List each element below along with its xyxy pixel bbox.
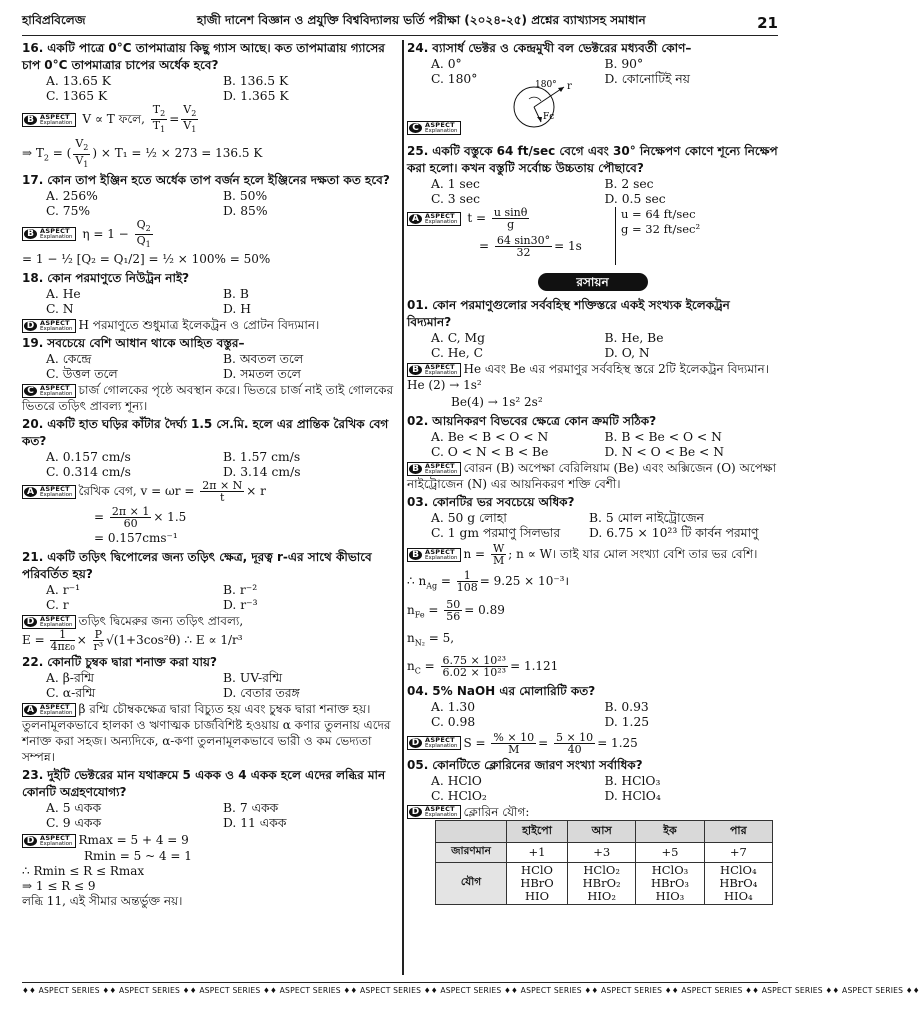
chem-question-01 — [407, 297, 778, 411]
badge-bottom: Explanation — [40, 491, 73, 498]
exp-c: $n_C$ = $\frac{\text{6.75 × 10²³}}{\text{6.02 × 10²³}}$ = 1.121 — [407, 654, 559, 680]
exp-fe-value: = 0.89 — [464, 603, 505, 618]
exp-text: বোরন (B) অপেক্ষা বেরিলিয়াম (Be) এবং অক্সিজেন (O) অপেক্ষা নাইট্রোজেন (N) এর আয়নিকরণ শক্তি বেশী। — [407, 461, 777, 491]
exp-line-1: Rmax = 5 + 4 = 9 — [78, 833, 189, 848]
question-text: একটি তড়িৎ দ্বিপোলের জন্য তড়িৎ ক্ষেত্র, দূরত্ব r-এর সাথে কীভাবে পরিবর্তিত হয়? — [22, 550, 372, 582]
badge-top: ASPECT — [425, 736, 455, 745]
table-cell: +3 — [568, 842, 636, 862]
option-a: A. β-রশ্মি — [46, 671, 94, 686]
given-u: u = 64 ft/sec — [621, 207, 696, 221]
option-b: B. r⁻² — [223, 583, 258, 598]
question-number: 02. — [407, 414, 429, 428]
angle-label: 180° — [535, 80, 557, 90]
question-number: 17. — [22, 172, 44, 187]
option-d: D. 1.25 — [604, 714, 650, 729]
badge-bottom: Explanation — [40, 325, 73, 332]
option-a: A. 0.157 cm/s — [46, 450, 131, 465]
question-text: একটি পাত্রে 0°C তাপমাত্রায় কিছু গ্যাস আছে। কত তাপমাত্রায় গ্যাসের চাপ 0°C তাপমাত্রার চাপের অর্ধেক হবে? — [22, 41, 385, 72]
badge-top: ASPECT — [425, 120, 455, 129]
option-a: A. 13.65 K — [46, 74, 111, 88]
option-a: A. 1 sec — [431, 177, 480, 191]
exp-text: রৈখিক বেগ, v = ωr = — [78, 484, 195, 499]
question-text: কোন পরমাণুগুলোর সর্ববহিস্থ শক্তিস্তরে একই সংখ্যক ইলেকট্রন বিদ্যমান? — [407, 298, 730, 329]
answer-letter: A — [409, 214, 422, 224]
page-number: 21 — [757, 14, 778, 32]
question-24 — [407, 40, 778, 141]
options — [407, 700, 778, 730]
option-a: A. He — [46, 287, 81, 302]
badge-bottom: Explanation — [40, 709, 73, 716]
question-number: 20. — [22, 417, 44, 432]
question-number: 16. — [22, 41, 44, 55]
question-number: 01. — [407, 298, 429, 312]
circular-motion-diagram — [479, 79, 589, 129]
table-row — [436, 862, 773, 904]
option-d: D. বেতার তরঙ্গ — [223, 686, 300, 701]
explanation — [22, 317, 400, 333]
option-d: D. 11 একক — [223, 816, 287, 831]
options — [407, 430, 778, 460]
exp-line-2: Rmin = 5 ~ 4 = 1 — [84, 849, 192, 864]
oxidation-table — [435, 820, 773, 905]
option-a: A. Be < B < O < N — [431, 430, 549, 444]
option-b: B. 136.5 K — [223, 74, 289, 88]
option-b: B. অবতল তলে — [223, 352, 303, 367]
explanation — [407, 460, 778, 492]
answer-letter: B — [409, 464, 422, 474]
badge-top: ASPECT — [40, 484, 70, 493]
answer-letter: D — [24, 321, 37, 331]
question-25 — [407, 143, 778, 269]
badge-bottom: Explanation — [425, 127, 458, 134]
option-c: C. r — [46, 598, 69, 613]
badge-top: ASPECT — [40, 112, 70, 121]
table-cell: HClO₄ HBrO₄ HIO₄ — [704, 862, 772, 904]
badge-top: ASPECT — [40, 227, 70, 236]
option-d: D. 6.75 × 10²³ টি কার্বন পরমাণু — [589, 526, 759, 540]
exp-n2: $n_{N_2} = 5$, — [407, 630, 455, 648]
aspect-badge — [407, 363, 461, 377]
options — [407, 57, 778, 87]
aspect-badge — [407, 805, 461, 819]
exp-c-value: = 1.121 — [510, 659, 559, 674]
aspect-badge — [407, 736, 461, 750]
page-footer: ♦♦ ASPECT SERIES ♦♦ ASPECT SERIES ♦♦ ASPECT SERIES ♦♦ ASPECT SERIES ♦♦ ASPECT SERIES ♦♦ ASPECT SERIES ♦♦ ASPECT SERIES ♦♦ ASPECT SERIES ♦♦ ASPECT SERIES ♦♦ ASPECT SERIES ♦♦ ASPECT SERIES ♦♦ — [22, 982, 778, 995]
badge-bottom: Explanation — [40, 390, 73, 397]
question-number: 04. — [407, 683, 429, 698]
option-c: C. 1365 K — [46, 89, 108, 103]
question-text: 5% NaOH এর মোলারিটি কত? — [432, 683, 596, 698]
table-cell: +5 — [636, 842, 704, 862]
column-divider — [402, 40, 404, 975]
question-16 — [22, 40, 400, 170]
badge-top: ASPECT — [425, 805, 455, 814]
question-text: কোনটিতে ক্লোরিনের জারণ সংখ্যা সর্বাধিক? — [432, 757, 643, 772]
option-a: A. 0° — [431, 57, 462, 71]
option-c: C. 1 gm পরমাণু সিলভার — [431, 526, 561, 540]
radius-label: r — [567, 81, 572, 92]
option-c: C. α-রশ্মি — [46, 686, 96, 701]
exp-line-4: ⇒ 1 ≤ R ≤ 9 — [22, 879, 96, 894]
question-number: 21. — [22, 550, 44, 565]
chem-question-03 — [407, 494, 778, 681]
badge-top: ASPECT — [40, 702, 70, 711]
question-18 — [22, 270, 400, 333]
exp-text: η = 1 − — [82, 226, 129, 241]
chemistry-section-title: রসায়ন — [538, 273, 648, 291]
aspect-badge — [407, 212, 461, 226]
exp-line-5: লব্ধি 11, এই সীমার অন্তর্ভুক্ত নয়। — [22, 894, 183, 909]
table-row — [436, 842, 773, 862]
option-a: A. r⁻¹ — [46, 583, 80, 598]
badge-top: ASPECT — [425, 461, 455, 470]
question-number: 03. — [407, 495, 429, 509]
badge-top: ASPECT — [40, 833, 70, 842]
answer-letter: B — [24, 229, 37, 239]
badge-top: ASPECT — [425, 547, 455, 556]
option-d: D. r⁻³ — [223, 598, 258, 613]
explanation: A ASPECT Explanation রৈখিক বেগ, v = ωr = $\frac{2\pi \times N}{t}$ × r — [22, 480, 400, 503]
aspect-badge — [22, 703, 76, 717]
options — [22, 189, 400, 219]
options — [22, 74, 400, 104]
explanation: B ASPECT Explanation V ∝ T ফলে, $\frac{T_2}{T_1}$ = $\frac{V_2}{V_1}$ — [22, 104, 400, 135]
option-c: C. O < N < B < Be — [431, 445, 549, 459]
table-header-row — [436, 820, 773, 842]
question-number: 25. — [407, 144, 429, 158]
answer-letter: D — [24, 617, 37, 627]
option-d: D. H — [223, 302, 251, 317]
option-a: A. 50 g লোহা — [431, 511, 507, 525]
explanation: D ASPECT Explanation S = $\frac{\% \times 10}{M}$ = $\frac{5 \times 10}{40}$ = 1.25 — [407, 732, 778, 755]
answer-letter: B — [24, 115, 37, 125]
table-header: পার — [704, 820, 772, 842]
exp-text: H পরমাণুতে শুধুমাত্র ইলেকট্রন ও প্রোটন বিদ্যমান। — [78, 318, 320, 333]
question-text: ব্যাসার্ধ ভেক্টর ও কেন্দ্রমুখী বল ভেক্টরের মধ্যবর্তী কোণ– — [432, 41, 692, 55]
option-b: B. 1.57 cm/s — [223, 450, 301, 465]
option-b: B. B — [223, 287, 249, 302]
explanation-result: = 0.157cms⁻¹ — [94, 531, 178, 546]
table-header: আস — [568, 820, 636, 842]
header-brand: হাবিপ্রবিলেজ — [22, 13, 86, 27]
row-label: জারণমান — [436, 842, 507, 862]
options — [22, 450, 400, 480]
badge-bottom: Explanation — [425, 554, 458, 561]
table-header: ইক — [636, 820, 704, 842]
badge-top: ASPECT — [40, 383, 70, 392]
badge-bottom: Explanation — [425, 369, 458, 376]
question-21 — [22, 549, 400, 652]
exp-result: × T₁ = ½ × 273 = 136.5 K — [100, 146, 263, 161]
option-a: A. 256% — [46, 188, 98, 203]
option-b: B. 90° — [604, 57, 644, 71]
aspect-badge — [22, 227, 76, 241]
row-label: যৌগ — [436, 862, 507, 904]
exp-result: = 1s — [554, 239, 582, 253]
explanation — [22, 382, 400, 414]
badge-top: ASPECT — [40, 614, 70, 623]
explanation — [407, 80, 778, 141]
force-label: Fc — [543, 112, 555, 122]
badge-top: ASPECT — [425, 362, 455, 371]
option-b: B. 5 মোল নাইট্রোজেন — [589, 511, 704, 525]
option-b: B. B < Be < O < N — [604, 430, 722, 444]
aspect-badge — [22, 485, 76, 499]
option-d: D. HClO₄ — [604, 788, 661, 803]
table-header — [436, 820, 507, 842]
left-column — [22, 40, 400, 911]
question-number: 22. — [22, 655, 44, 670]
question-text: একটি বস্তুকে 64 ft/sec বেগে এবং 30° নিক্ষেপণ কোণে শূন্যে নিক্ষেপ করা হলো। কখন বস্তুটি সর্বোচ্চ উচ্চতায় পৌছাবে? — [407, 144, 778, 175]
options — [407, 511, 778, 541]
exp-text: β রশ্মি চৌম্বকক্ষেত্র দ্বারা বিচ্যুত হয় এবং চুম্বক দ্বারা শনাক্ত হয়। তুলনামূলকভাবে হালকা ও ঋণাত্মক চার্জবিশিষ্ট হওয়ায় α কণার তুলনায় এদের শনাক্ত করা সহজ। অন্যদিকে, α-কণা তুলনামূলকভাবে ভারী ও কম ভেদ্যতা সম্পন্ন। — [22, 702, 391, 765]
badge-bottom: Explanation — [40, 119, 73, 126]
aspect-badge — [407, 462, 461, 476]
question-number: 05. — [407, 757, 429, 772]
exp-formula: √(1+3cos²θ) ∴ E ∝ 1/r³ — [106, 633, 243, 648]
answer-letter: B — [409, 550, 422, 560]
question-23 — [22, 767, 400, 909]
given-g: g = 32 ft/sec² — [621, 222, 701, 236]
right-column — [407, 40, 778, 907]
question-19 — [22, 335, 400, 414]
table-cell: HClO₃ HBrO₃ HIO₃ — [636, 862, 704, 904]
options — [407, 331, 778, 361]
options — [407, 177, 778, 207]
answer-letter: C — [24, 386, 37, 396]
exp-text: ক্লোরিন যৌগ: — [463, 804, 530, 819]
options — [22, 583, 400, 613]
explanation — [22, 613, 400, 629]
badge-bottom: Explanation — [425, 218, 458, 225]
option-a: A. C, Mg — [431, 331, 485, 345]
options — [407, 774, 778, 804]
aspect-badge — [22, 615, 76, 629]
option-c: C. 0.314 cm/s — [46, 465, 131, 480]
option-d: D. 3.14 cm/s — [223, 465, 301, 480]
explanation: B ASPECT Explanation η = 1 − $\frac{Q_2}{Q_1}$ — [22, 219, 400, 250]
exp-text: তড়িৎ দ্বিমেরুর জন্য তড়িৎ প্রাবল্য, — [78, 614, 244, 629]
option-a: A. 1.30 — [431, 699, 476, 714]
chem-question-04 — [407, 683, 778, 755]
option-a: A. 5 একক — [46, 801, 101, 816]
exp-step: × 1.5 — [153, 510, 187, 525]
explanation: B ASPECT Explanation n = $\frac{W}{M}$ ; n ∝ W। তাই যার মোল সংখ্যা বেশি তার ভর বেশি। — [407, 543, 778, 566]
badge-bottom: Explanation — [40, 840, 73, 847]
answer-letter: A — [24, 487, 37, 497]
question-text: কোন পরমাণুতে নিউট্রন নাই? — [47, 271, 190, 286]
table-cell: +7 — [704, 842, 772, 862]
option-c: C. 75% — [46, 203, 91, 218]
given-values — [615, 207, 700, 265]
answer-letter: D — [409, 807, 422, 817]
option-d: D. 0.5 sec — [604, 192, 666, 206]
options — [22, 671, 400, 701]
option-b: B. HClO₃ — [604, 773, 661, 788]
header-title: হাজী দানেশ বিজ্ঞান ও প্রযুক্তি বিশ্ববিদ্যালয় ভর্তি পরীক্ষা (২০২৪-২৫) প্রশ্নের ব্যাখ্যাসহ সমাধান — [196, 13, 646, 27]
aspect-badge — [22, 834, 76, 848]
exp-fe: $n_{Fe}$ = $\frac{50}{56}$ = 0.89 — [407, 598, 505, 624]
exp-text: চার্জ গোলকের পৃষ্ঠে অবস্থান করে। ভিতরে চার্জ নাই তাই গোলকের ভিতরে তড়িৎ প্রাবল্য শূন্য। — [22, 383, 394, 414]
question-text: দুইটি ভেক্টরের মান যথাক্রমে 5 একক ও 4 একক হলে এদের লব্ধির মান কোনটি অগ্রহণযোগ্য? — [22, 768, 386, 800]
explanation-step: = $\frac{2\pi \times 1}{60}$ × 1.5 — [94, 505, 187, 531]
explanation-step: = 1 − ½ [Q₂ = Q₁/2] = ½ × 100% = 50% — [22, 252, 271, 267]
option-c: C. 9 একক — [46, 816, 102, 831]
answer-letter: B — [409, 365, 422, 375]
exp-config: Be(4) → 1s² 2s² — [451, 395, 543, 409]
aspect-badge — [22, 113, 76, 127]
exp-n2-value: = 5, — [428, 630, 455, 645]
exp-text: t = — [467, 211, 487, 225]
exp-ag-value: = 9.25 × 10⁻³। — [479, 574, 570, 588]
option-b: B. UV-রশ্মি — [223, 671, 282, 686]
option-a: A. কেন্দ্রে — [46, 352, 92, 367]
exp-text: He এবং Be এর পরমাণুর সর্ববহিস্থ স্তরে 2টি ইলেকট্রন বিদ্যমান। He (2) → 1s² — [407, 362, 769, 392]
answer-letter: D — [24, 836, 37, 846]
chem-question-02 — [407, 413, 778, 492]
answer-letter: C — [409, 123, 422, 133]
option-c: C. 180° — [431, 72, 478, 86]
exp-line-3: ∴ Rmin ≤ R ≤ Rmax — [22, 864, 145, 879]
badge-bottom: Explanation — [425, 468, 458, 475]
table-cell: HClO HBrO HIO — [507, 862, 568, 904]
option-d: D. 1.365 K — [223, 89, 289, 103]
page-body — [22, 40, 778, 975]
options — [22, 287, 400, 317]
table-cell: +1 — [507, 842, 568, 862]
aspect-badge — [407, 548, 461, 562]
option-d: D. N < O < Be < N — [604, 445, 725, 459]
option-c: C. HClO₂ — [431, 788, 487, 803]
options — [22, 352, 400, 382]
explanation: A ASPECT Explanation t = $\frac{\text{u sinθ}}{g}$ = $\frac{64 \sin 30^\circ}{32}$ = 1s u = 64 ft/sec g = 32 ft/sec² — [407, 207, 778, 269]
question-number: 23. — [22, 768, 44, 783]
question-text: কোনটি চুম্বক দ্বারা শনাক্ত করা যায়? — [47, 655, 217, 670]
question-number: 24. — [407, 41, 429, 55]
option-c: C. N — [46, 302, 74, 317]
option-d: D. 85% — [223, 203, 268, 218]
question-text: আয়নিকরণ বিভবের ক্ষেত্রে কোন ক্রমটি সঠিক? — [432, 414, 657, 428]
question-number: 18. — [22, 271, 44, 286]
explanation-formula: E = $\frac{1}{\text{4πε₀}}$ × $\frac{P}{\text{r³}}$ √(1+3cos²θ) ∴ E ∝ 1/r³ — [22, 628, 243, 654]
question-text: একটি হাত ঘড়ির কাঁটার দৈর্ঘ্য 1.5 সে.মি. হলে এর প্রান্তিক রৈখিক বেগ কত? — [22, 417, 389, 449]
option-b: B. 2 sec — [604, 177, 654, 191]
option-a: A. HClO — [431, 773, 482, 788]
aspect-badge — [22, 319, 76, 333]
exp-text: ; n ∝ W। তাই যার মোল সংখ্যা বেশি তার ভর বেশি। — [508, 547, 758, 561]
question-text: সবচেয়ে বেশি আধান থাকে আহিত বস্তুর– — [47, 336, 245, 351]
question-20 — [22, 416, 400, 547]
badge-top: ASPECT — [425, 211, 455, 220]
question-17 — [22, 172, 400, 268]
answer-letter: A — [24, 705, 37, 715]
exp-ag: ∴ $n_{Ag}$ = $\frac{1}{108}$ = 9.25 × 10⁻³। — [407, 569, 570, 594]
question-number: 19. — [22, 336, 44, 351]
table-cell: HClO₂ HBrO₂ HIO₂ — [568, 862, 636, 904]
option-d: D. কোনোটিই নয় — [604, 72, 690, 86]
options — [22, 801, 400, 831]
option-d: D. সমতল তলে — [223, 367, 301, 382]
option-d: D. O, N — [604, 346, 650, 360]
option-c: C. He, C — [431, 346, 484, 360]
badge-bottom: Explanation — [425, 743, 458, 750]
chem-question-05 — [407, 757, 778, 905]
badge-bottom: Explanation — [40, 621, 73, 628]
option-b: B. 0.93 — [604, 699, 649, 714]
question-text: কোনটির ভর সবচেয়ে অধিক? — [432, 495, 575, 509]
answer-letter: D — [409, 738, 422, 748]
aspect-badge — [22, 384, 76, 398]
table-header: হাইপো — [507, 820, 568, 842]
aspect-badge — [407, 121, 461, 135]
option-b: B. He, Be — [604, 331, 664, 345]
question-22 — [22, 654, 400, 765]
option-c: C. 0.98 — [431, 714, 476, 729]
exp-text: = 1.25 — [597, 735, 638, 750]
page-header — [22, 14, 778, 36]
explanation — [407, 361, 778, 393]
option-b: B. 50% — [223, 188, 268, 203]
exp-text: V ∝ T ফলে, — [82, 112, 145, 127]
option-c: C. উত্তল তলে — [46, 367, 118, 382]
question-text: কোন তাপ ইঞ্জিন হতে অর্ধেক তাপ বর্জন হলে ইঞ্জিনের দক্ষতা কত হবে? — [47, 172, 390, 187]
explanation-step: ⇒ $T_2$ = ( $\frac{V_2}{V_1}$ ) × T₁ = ½ × 273 = 136.5 K — [22, 137, 263, 169]
badge-bottom: Explanation — [425, 812, 458, 819]
option-b: B. 7 একক — [223, 801, 279, 816]
explanation — [407, 804, 778, 820]
explanation — [22, 831, 400, 849]
option-c: C. 3 sec — [431, 192, 480, 206]
badge-bottom: Explanation — [40, 234, 73, 241]
explanation — [22, 701, 400, 765]
badge-top: ASPECT — [40, 318, 70, 327]
